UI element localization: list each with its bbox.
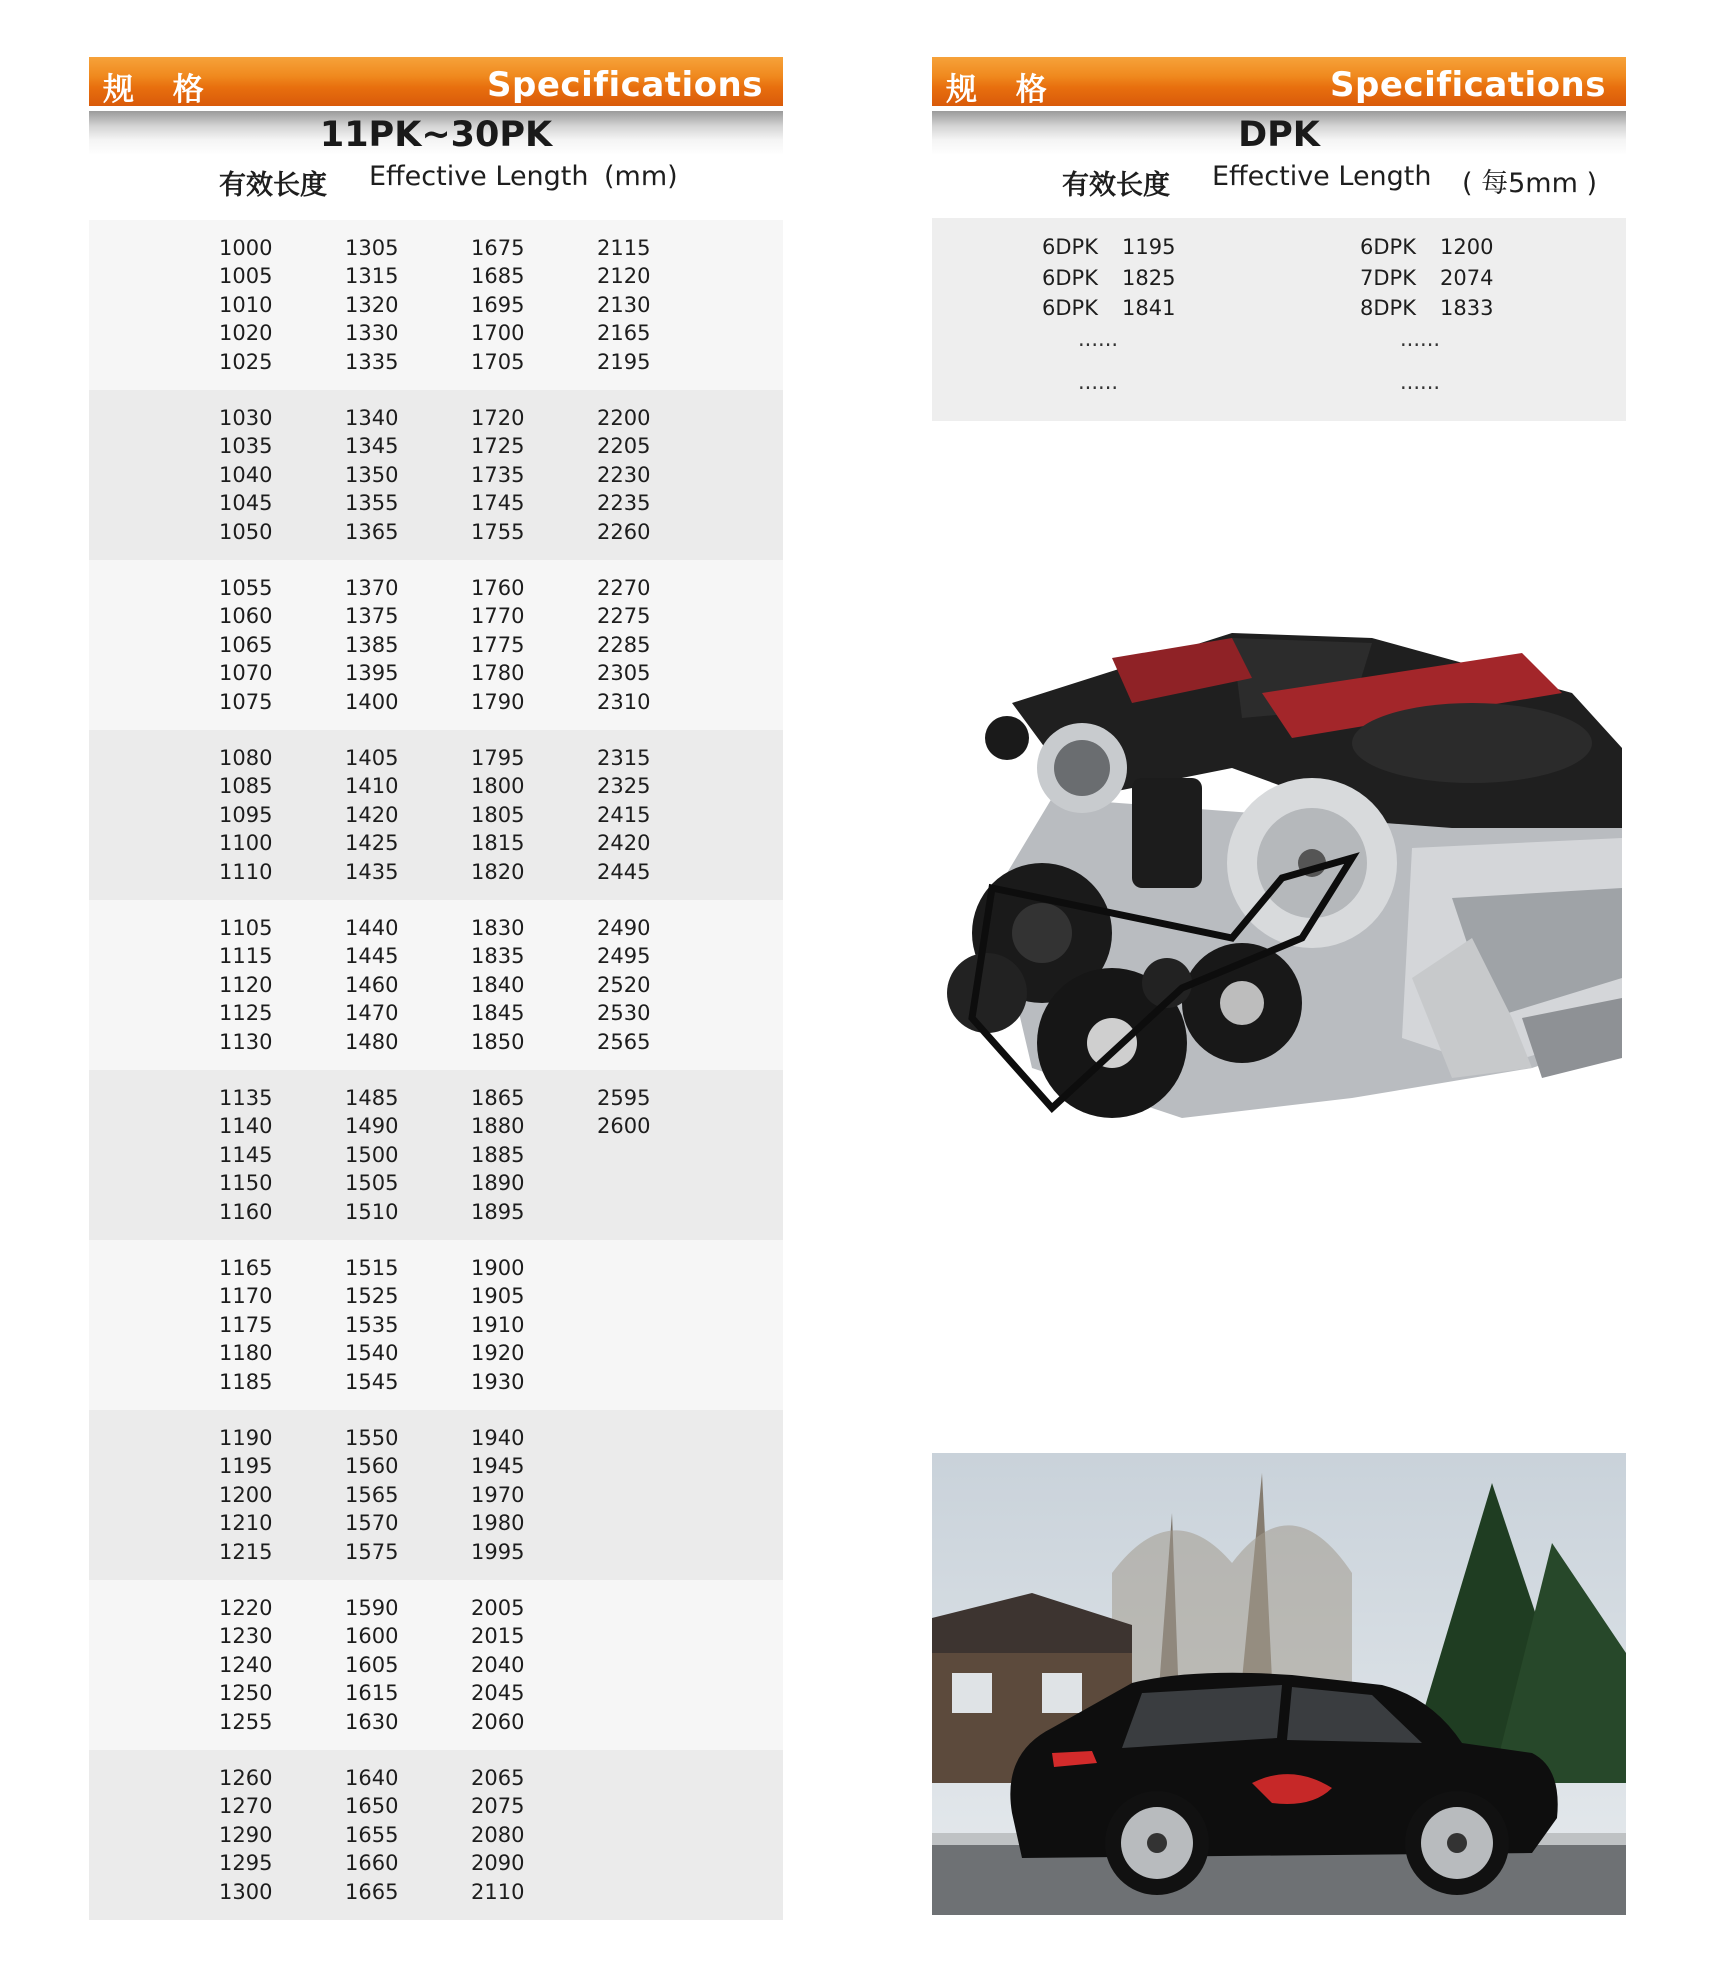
length-value: 1570 — [345, 1511, 399, 1536]
length-value: 1940 — [471, 1426, 525, 1450]
length-value: 2520 — [597, 972, 651, 997]
length-value: 2275 — [597, 604, 651, 629]
length-value: 1185 — [219, 1369, 273, 1394]
length-value: 1005 — [219, 264, 273, 289]
spec-header-bar — [89, 57, 783, 106]
effective-length-cn: 有效长度 — [1062, 170, 1170, 201]
length-value: 2495 — [597, 944, 651, 969]
range-title: 11PK~30PK — [89, 111, 783, 155]
length-value: 1040 — [219, 462, 273, 487]
length-value: 1395 — [345, 661, 399, 686]
length-value: 1980 — [471, 1511, 525, 1536]
length-value: 1760 — [471, 576, 525, 600]
length-value: 2130 — [597, 292, 651, 317]
length-value: 1120 — [219, 972, 273, 997]
length-value: 1440 — [345, 916, 399, 940]
length-column — [471, 404, 551, 546]
length-value: 1405 — [345, 746, 399, 770]
length-value: 1835 — [471, 944, 525, 969]
effective-length-cn: 有效长度 — [219, 170, 327, 201]
length-value: 1755 — [471, 519, 525, 544]
length-value: 2065 — [471, 1766, 525, 1790]
length-value: 1290 — [219, 1822, 273, 1847]
length-value: 1425 — [345, 831, 399, 856]
length-column — [219, 744, 299, 886]
length-value: 1435 — [345, 859, 399, 884]
dpk-entry: 7DPK 2074 — [1360, 265, 1494, 290]
length-column — [345, 234, 425, 376]
length-value: 1210 — [219, 1511, 273, 1536]
length-value: 1795 — [471, 746, 525, 770]
length-value: 1490 — [345, 1114, 399, 1139]
length-value: 1600 — [345, 1624, 399, 1649]
length-value: 1130 — [219, 1029, 273, 1054]
length-value: 1100 — [219, 831, 273, 856]
length-value: 2200 — [597, 406, 651, 430]
length-value: 1560 — [345, 1454, 399, 1479]
length-value: 1650 — [345, 1794, 399, 1819]
length-value: 1255 — [219, 1709, 273, 1734]
length-value: 2270 — [597, 576, 651, 600]
length-value: 2415 — [597, 802, 651, 827]
length-value: 1020 — [219, 321, 273, 346]
length-value: 1805 — [471, 802, 525, 827]
length-value: 1045 — [219, 491, 273, 516]
length-value: 1010 — [219, 292, 273, 317]
length-value: 1230 — [219, 1624, 273, 1649]
length-value: 1815 — [471, 831, 525, 856]
spec-header-bar — [932, 57, 1626, 106]
length-value: 1720 — [471, 406, 525, 430]
effective-length-unit: (mm) — [604, 161, 678, 192]
dpk-column-b — [1360, 232, 1493, 410]
length-value: 1060 — [219, 604, 273, 629]
length-value: 2595 — [597, 1086, 651, 1110]
length-value: 1995 — [471, 1539, 525, 1564]
length-value: 2315 — [597, 746, 651, 770]
spec-header-en: Specifications — [1330, 65, 1606, 105]
length-value: 1790 — [471, 689, 525, 714]
length-value: 1035 — [219, 434, 273, 459]
length-group — [89, 1240, 783, 1410]
length-group — [89, 1580, 783, 1750]
length-value: 1345 — [345, 434, 399, 459]
length-group — [89, 730, 783, 900]
length-group — [89, 390, 783, 560]
length-value: 1165 — [219, 1256, 273, 1280]
length-value: 2165 — [597, 321, 651, 346]
length-value: 1125 — [219, 1001, 273, 1026]
length-value: 2490 — [597, 916, 651, 940]
range-title: DPK — [932, 111, 1626, 155]
length-column — [345, 1254, 425, 1396]
length-value: 1890 — [471, 1171, 525, 1196]
length-value: 2015 — [471, 1624, 525, 1649]
length-value: 1105 — [219, 916, 273, 940]
dpk-ellipsis: ...... — [1400, 369, 1441, 394]
length-column — [597, 574, 677, 716]
length-value: 1410 — [345, 774, 399, 799]
length-column — [219, 1424, 299, 1566]
length-group — [89, 900, 783, 1070]
length-value: 1470 — [345, 1001, 399, 1026]
length-value: 2120 — [597, 264, 651, 289]
length-column — [471, 234, 551, 376]
length-value: 1030 — [219, 406, 273, 430]
length-value: 2075 — [471, 1794, 525, 1819]
length-value: 1895 — [471, 1199, 525, 1224]
length-value: 1485 — [345, 1086, 399, 1110]
length-value: 2115 — [597, 236, 651, 260]
length-column — [219, 1764, 299, 1906]
length-value: 2110 — [471, 1879, 525, 1904]
length-column — [471, 1084, 551, 1226]
length-value: 1375 — [345, 604, 399, 629]
length-column — [471, 1254, 551, 1396]
length-column — [345, 744, 425, 886]
length-column — [471, 574, 551, 716]
length-column — [345, 1594, 425, 1736]
length-value: 1095 — [219, 802, 273, 827]
dpk-ellipsis: ...... — [1400, 326, 1441, 351]
length-value: 1500 — [345, 1142, 399, 1167]
length-value: 1880 — [471, 1114, 525, 1139]
length-value: 1545 — [345, 1369, 399, 1394]
length-column — [597, 914, 677, 1056]
effective-length-en: Effective Length — [369, 161, 589, 192]
length-value: 1865 — [471, 1086, 525, 1110]
length-value: 1270 — [219, 1794, 273, 1819]
length-column — [597, 234, 677, 376]
length-value: 1220 — [219, 1596, 273, 1620]
length-value: 1070 — [219, 661, 273, 686]
length-value: 1305 — [345, 236, 399, 260]
length-value: 1260 — [219, 1766, 273, 1790]
length-value: 2060 — [471, 1709, 525, 1734]
length-value: 1335 — [345, 349, 399, 374]
length-value: 2230 — [597, 462, 651, 487]
length-value: 1655 — [345, 1822, 399, 1847]
length-value: 1115 — [219, 944, 273, 969]
length-value: 2005 — [471, 1596, 525, 1620]
length-value: 1180 — [219, 1341, 273, 1366]
length-group — [89, 1750, 783, 1920]
length-value: 1845 — [471, 1001, 525, 1026]
length-value: 1525 — [345, 1284, 399, 1309]
effective-length-label — [89, 155, 783, 203]
length-value: 1575 — [345, 1539, 399, 1564]
dpk-ellipsis: ...... — [1078, 326, 1119, 351]
length-value: 2325 — [597, 774, 651, 799]
length-value: 2600 — [597, 1114, 651, 1139]
length-value: 1420 — [345, 802, 399, 827]
length-value: 2090 — [471, 1851, 525, 1876]
length-value: 1250 — [219, 1681, 273, 1706]
black-hatchback-photo — [932, 1453, 1626, 1915]
length-value: 1340 — [345, 406, 399, 430]
length-column — [345, 574, 425, 716]
length-value: 1550 — [345, 1426, 399, 1450]
dpk-length-list — [932, 218, 1626, 421]
length-value: 2420 — [597, 831, 651, 856]
length-value: 1055 — [219, 576, 273, 600]
length-column — [219, 914, 299, 1056]
length-column — [219, 1084, 299, 1226]
length-value: 1930 — [471, 1369, 525, 1394]
length-value: 1665 — [345, 1879, 399, 1904]
length-column — [345, 1764, 425, 1906]
dpk-entry: 6DPK 1200 — [1360, 235, 1494, 259]
length-column — [345, 404, 425, 546]
length-value: 1400 — [345, 689, 399, 714]
length-value: 1365 — [345, 519, 399, 544]
length-value: 1190 — [219, 1426, 273, 1450]
length-value: 1445 — [345, 944, 399, 969]
length-value: 1085 — [219, 774, 273, 799]
length-value: 2530 — [597, 1001, 651, 1026]
dpk-entry: 8DPK 1833 — [1360, 296, 1494, 320]
length-value: 1515 — [345, 1256, 399, 1280]
length-value: 1175 — [219, 1312, 273, 1337]
length-value: 1695 — [471, 292, 525, 317]
length-value: 2445 — [597, 859, 651, 884]
length-column — [219, 1254, 299, 1396]
length-value: 2040 — [471, 1652, 525, 1677]
length-value: 1735 — [471, 462, 525, 487]
length-value: 1385 — [345, 632, 399, 657]
v8-engine-photo — [932, 598, 1626, 1148]
length-value: 1605 — [345, 1652, 399, 1677]
length-value: 1725 — [471, 434, 525, 459]
length-column — [345, 914, 425, 1056]
length-column — [597, 404, 677, 546]
length-value: 1350 — [345, 462, 399, 487]
length-value: 1770 — [471, 604, 525, 629]
spec-header-en: Specifications — [487, 65, 763, 105]
length-column — [219, 234, 299, 376]
length-value: 1660 — [345, 1851, 399, 1876]
length-value: 2260 — [597, 519, 651, 544]
length-value: 1050 — [219, 519, 273, 544]
effective-length-label — [932, 155, 1626, 203]
length-value: 1640 — [345, 1766, 399, 1790]
dpk-entry: 6DPK 1825 — [1042, 265, 1176, 290]
length-value: 1330 — [345, 321, 399, 346]
length-value: 1920 — [471, 1341, 525, 1366]
dpk-ellipsis: ...... — [1078, 369, 1119, 394]
length-value: 1830 — [471, 916, 525, 940]
length-value: 2080 — [471, 1822, 525, 1847]
length-column — [219, 404, 299, 546]
length-value: 1195 — [219, 1454, 273, 1479]
length-column — [471, 1594, 551, 1736]
length-group — [89, 1070, 783, 1240]
length-value: 2310 — [597, 689, 651, 714]
length-value: 1080 — [219, 746, 273, 770]
length-value: 1840 — [471, 972, 525, 997]
length-value: 1160 — [219, 1199, 273, 1224]
length-value: 1300 — [219, 1879, 273, 1904]
length-value: 1630 — [345, 1709, 399, 1734]
length-group — [89, 1410, 783, 1580]
length-column — [345, 1424, 425, 1566]
length-value: 1480 — [345, 1029, 399, 1054]
length-column — [219, 1594, 299, 1736]
length-value: 2045 — [471, 1681, 525, 1706]
length-value: 1200 — [219, 1482, 273, 1507]
length-value: 1135 — [219, 1086, 273, 1110]
length-value: 1615 — [345, 1681, 399, 1706]
length-value: 1170 — [219, 1284, 273, 1309]
effective-length-en: Effective Length — [1212, 161, 1432, 192]
length-value: 1215 — [219, 1539, 273, 1564]
length-value: 1000 — [219, 236, 273, 260]
length-value: 1535 — [345, 1312, 399, 1337]
length-column — [597, 744, 677, 886]
length-value: 2235 — [597, 491, 651, 516]
length-value: 1775 — [471, 632, 525, 657]
length-value: 1700 — [471, 321, 525, 346]
length-value: 1140 — [219, 1114, 273, 1139]
length-column — [471, 1764, 551, 1906]
length-value: 1315 — [345, 264, 399, 289]
length-value: 1745 — [471, 491, 525, 516]
length-value: 1540 — [345, 1341, 399, 1366]
length-value: 1820 — [471, 859, 525, 884]
length-column — [471, 744, 551, 886]
length-value: 1150 — [219, 1171, 273, 1196]
length-value: 1945 — [471, 1454, 525, 1479]
length-value: 1320 — [345, 292, 399, 317]
spec-header-cn: 规 格 — [946, 72, 1061, 108]
length-group — [89, 220, 783, 390]
length-value: 1145 — [219, 1142, 273, 1167]
length-value: 1800 — [471, 774, 525, 799]
length-column — [345, 1084, 425, 1226]
length-value: 1510 — [345, 1199, 399, 1224]
length-column — [597, 1084, 677, 1141]
length-value: 1025 — [219, 349, 273, 374]
spec-panel-dpk — [932, 57, 1626, 421]
length-value: 1850 — [471, 1029, 525, 1054]
length-column — [219, 574, 299, 716]
spec-header-cn: 规 格 — [103, 72, 218, 108]
length-value: 1505 — [345, 1171, 399, 1196]
length-value: 1905 — [471, 1284, 525, 1309]
length-group — [89, 560, 783, 730]
length-value: 1780 — [471, 661, 525, 686]
length-value: 1675 — [471, 236, 525, 260]
length-value: 1910 — [471, 1312, 525, 1337]
effective-length-unit: ( 每5mm ) — [1462, 168, 1598, 199]
dpk-entry: 6DPK 1195 — [1042, 235, 1176, 259]
length-table — [89, 220, 783, 1920]
length-value: 1370 — [345, 576, 399, 600]
length-value: 1065 — [219, 632, 273, 657]
length-value: 2565 — [597, 1029, 651, 1054]
length-value: 2205 — [597, 434, 651, 459]
length-value: 2305 — [597, 661, 651, 686]
spec-panel-11pk-30pk — [89, 57, 783, 1920]
length-value: 1970 — [471, 1482, 525, 1507]
length-value: 1565 — [345, 1482, 399, 1507]
length-value: 1240 — [219, 1652, 273, 1677]
length-value: 1685 — [471, 264, 525, 289]
length-value: 1295 — [219, 1851, 273, 1876]
dpk-entry: 6DPK 1841 — [1042, 296, 1176, 320]
length-value: 1590 — [345, 1596, 399, 1620]
length-value: 1885 — [471, 1142, 525, 1167]
length-value: 1110 — [219, 859, 273, 884]
length-value: 1705 — [471, 349, 525, 374]
length-value: 1355 — [345, 491, 399, 516]
dpk-column-a — [1042, 232, 1175, 410]
length-column — [471, 914, 551, 1056]
length-value: 1900 — [471, 1256, 525, 1280]
length-value: 1460 — [345, 972, 399, 997]
length-value: 1075 — [219, 689, 273, 714]
length-value: 2285 — [597, 632, 651, 657]
length-column — [471, 1424, 551, 1566]
length-value: 2195 — [597, 349, 651, 374]
